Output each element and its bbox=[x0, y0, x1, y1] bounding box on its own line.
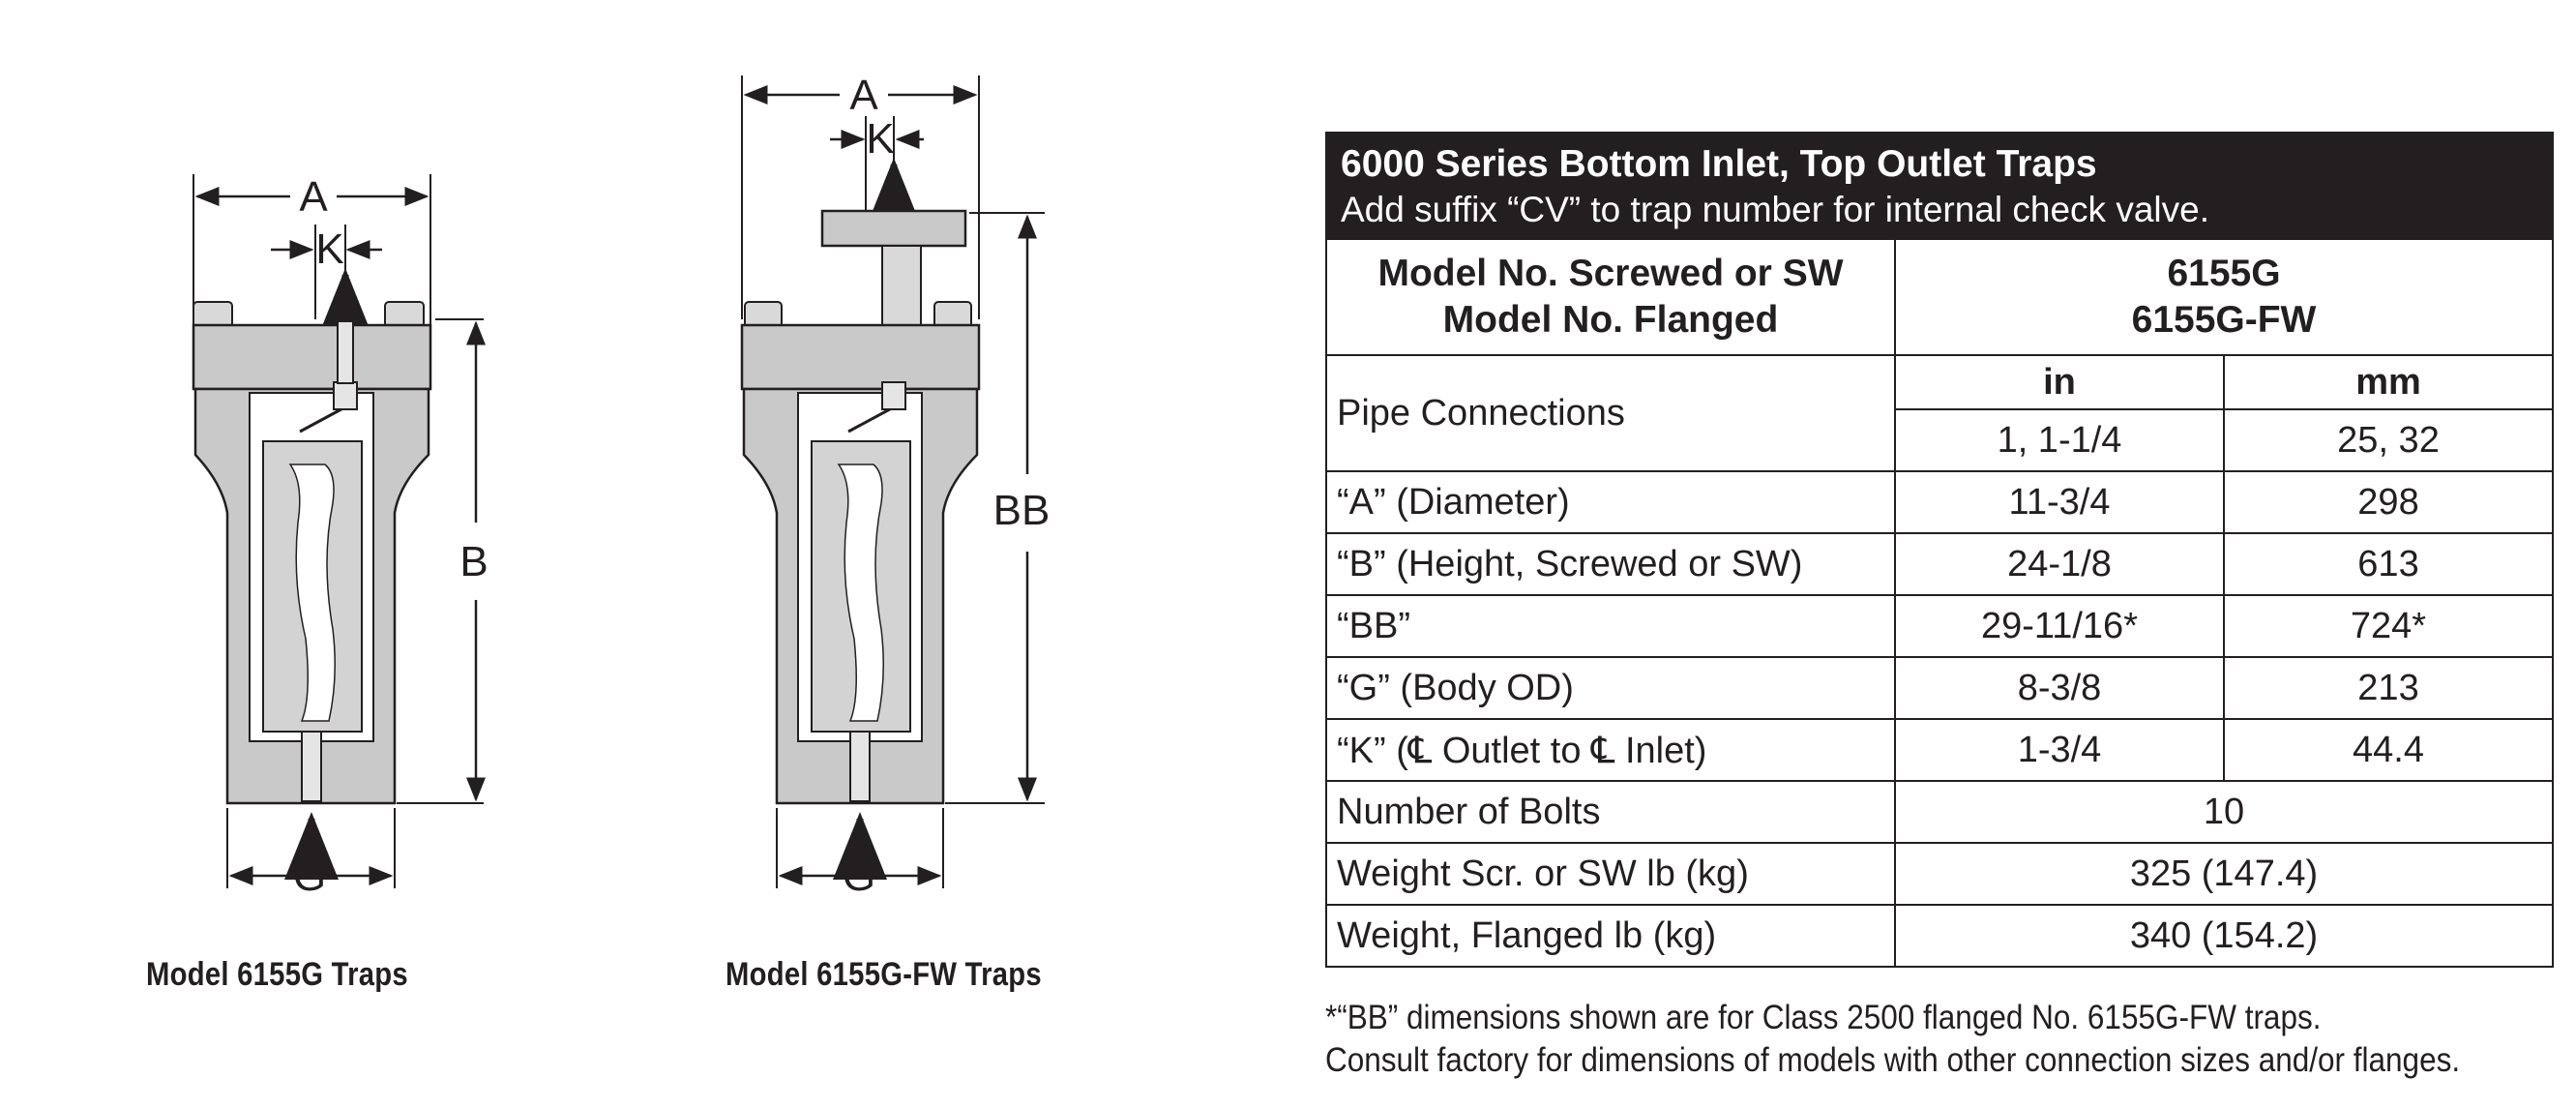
dim-a-label: A bbox=[299, 173, 328, 221]
unit-in-header: in bbox=[1895, 355, 2224, 409]
row-label: “BB” bbox=[1326, 595, 1895, 657]
bolts-label: Number of Bolts bbox=[1326, 781, 1895, 843]
table-row bbox=[1326, 905, 2553, 967]
bolt-icon bbox=[193, 302, 424, 327]
table-row bbox=[1326, 595, 2553, 657]
dim-a-label: A bbox=[849, 72, 878, 119]
row-value-mm: 44.4 bbox=[2224, 719, 2553, 781]
row-value-in: 1-3/4 bbox=[1895, 719, 2224, 781]
footnote-line2: Consult factory for dimensions of models with other connection sizes and/or flanges. bbox=[1325, 1041, 2461, 1079]
footnote-line1: *“BB” dimensions shown are for Class 2500 flanged No. 6155G-FW traps. bbox=[1325, 999, 2322, 1036]
row-value-in: 8-3/8 bbox=[1895, 657, 2224, 719]
table-row bbox=[1326, 781, 2553, 843]
table-header-banner bbox=[1326, 133, 2553, 239]
row-value-mm: 213 bbox=[2224, 657, 2553, 719]
table-model-row bbox=[1326, 239, 2553, 355]
pipe-connections-mm: 25, 32 bbox=[2224, 409, 2553, 471]
trap-6155g-illustration bbox=[0, 0, 542, 929]
pipe-connections-label: Pipe Connections bbox=[1326, 355, 1895, 471]
weight-screwed-value: 325 (147.4) bbox=[1895, 843, 2553, 905]
row-value-in: 24-1/8 bbox=[1895, 533, 2224, 595]
row-label: “K” (℄ Outlet to ℄ Inlet) bbox=[1326, 719, 1895, 781]
weight-flanged-label: Weight, Flanged lb (kg) bbox=[1326, 905, 1895, 967]
model-number-screwed: 6155G bbox=[2167, 253, 2281, 294]
unit-mm-header: mm bbox=[2224, 355, 2553, 409]
row-value-mm: 724* bbox=[2224, 595, 2553, 657]
table-title: 6000 Series Bottom Inlet, Top Outlet Traps bbox=[1341, 143, 2097, 185]
table-subtitle: Add suffix “CV” to trap number for internal check valve. bbox=[1341, 190, 2209, 229]
table-row bbox=[1326, 471, 2553, 533]
dim-k-label: K bbox=[315, 225, 344, 273]
row-label: “A” (Diameter) bbox=[1326, 471, 1895, 533]
dim-g-label: G bbox=[292, 853, 327, 900]
drawing-model-6155g-fw bbox=[716, 0, 1103, 929]
table-row bbox=[1326, 533, 2553, 595]
row-value-mm: 298 bbox=[2224, 471, 2553, 533]
row-value-in: 11-3/4 bbox=[1895, 471, 2224, 533]
bolts-value: 10 bbox=[1895, 781, 2553, 843]
bolt-icon bbox=[745, 302, 971, 327]
dim-bb-label: BB bbox=[992, 487, 1051, 534]
pipe-connections-in: 1, 1-1/4 bbox=[1895, 409, 2224, 471]
row-value-in: 29-11/16* bbox=[1895, 595, 2224, 657]
model-number-flanged: 6155G-FW bbox=[2131, 299, 2317, 341]
table-row bbox=[1326, 657, 2553, 719]
model-header-line1: Model No. Screwed or SW bbox=[1377, 253, 1844, 294]
caption-model-6155g: Model 6155G Traps bbox=[146, 956, 408, 993]
table-row bbox=[1326, 355, 2553, 409]
model-header-line2: Model No. Flanged bbox=[1442, 299, 1779, 341]
footnote bbox=[1325, 997, 2576, 1082]
caption-model-6155g-fw: Model 6155G-FW Traps bbox=[725, 956, 1042, 993]
trap-6155g-fw-illustration bbox=[716, 0, 1103, 929]
dim-b-label: B bbox=[459, 538, 489, 585]
spec-table bbox=[1325, 132, 2554, 968]
table-row bbox=[1326, 843, 2553, 905]
dim-k-label: K bbox=[866, 115, 895, 163]
drawing-model-6155g bbox=[0, 0, 542, 929]
weight-screwed-label: Weight Scr. or SW lb (kg) bbox=[1326, 843, 1895, 905]
table-row bbox=[1326, 719, 2553, 781]
row-value-mm: 613 bbox=[2224, 533, 2553, 595]
row-label: “B” (Height, Screwed or SW) bbox=[1326, 533, 1895, 595]
dim-g-label: G bbox=[842, 853, 876, 900]
weight-flanged-value: 340 (154.2) bbox=[1895, 905, 2553, 967]
row-label: “G” (Body OD) bbox=[1326, 657, 1895, 719]
